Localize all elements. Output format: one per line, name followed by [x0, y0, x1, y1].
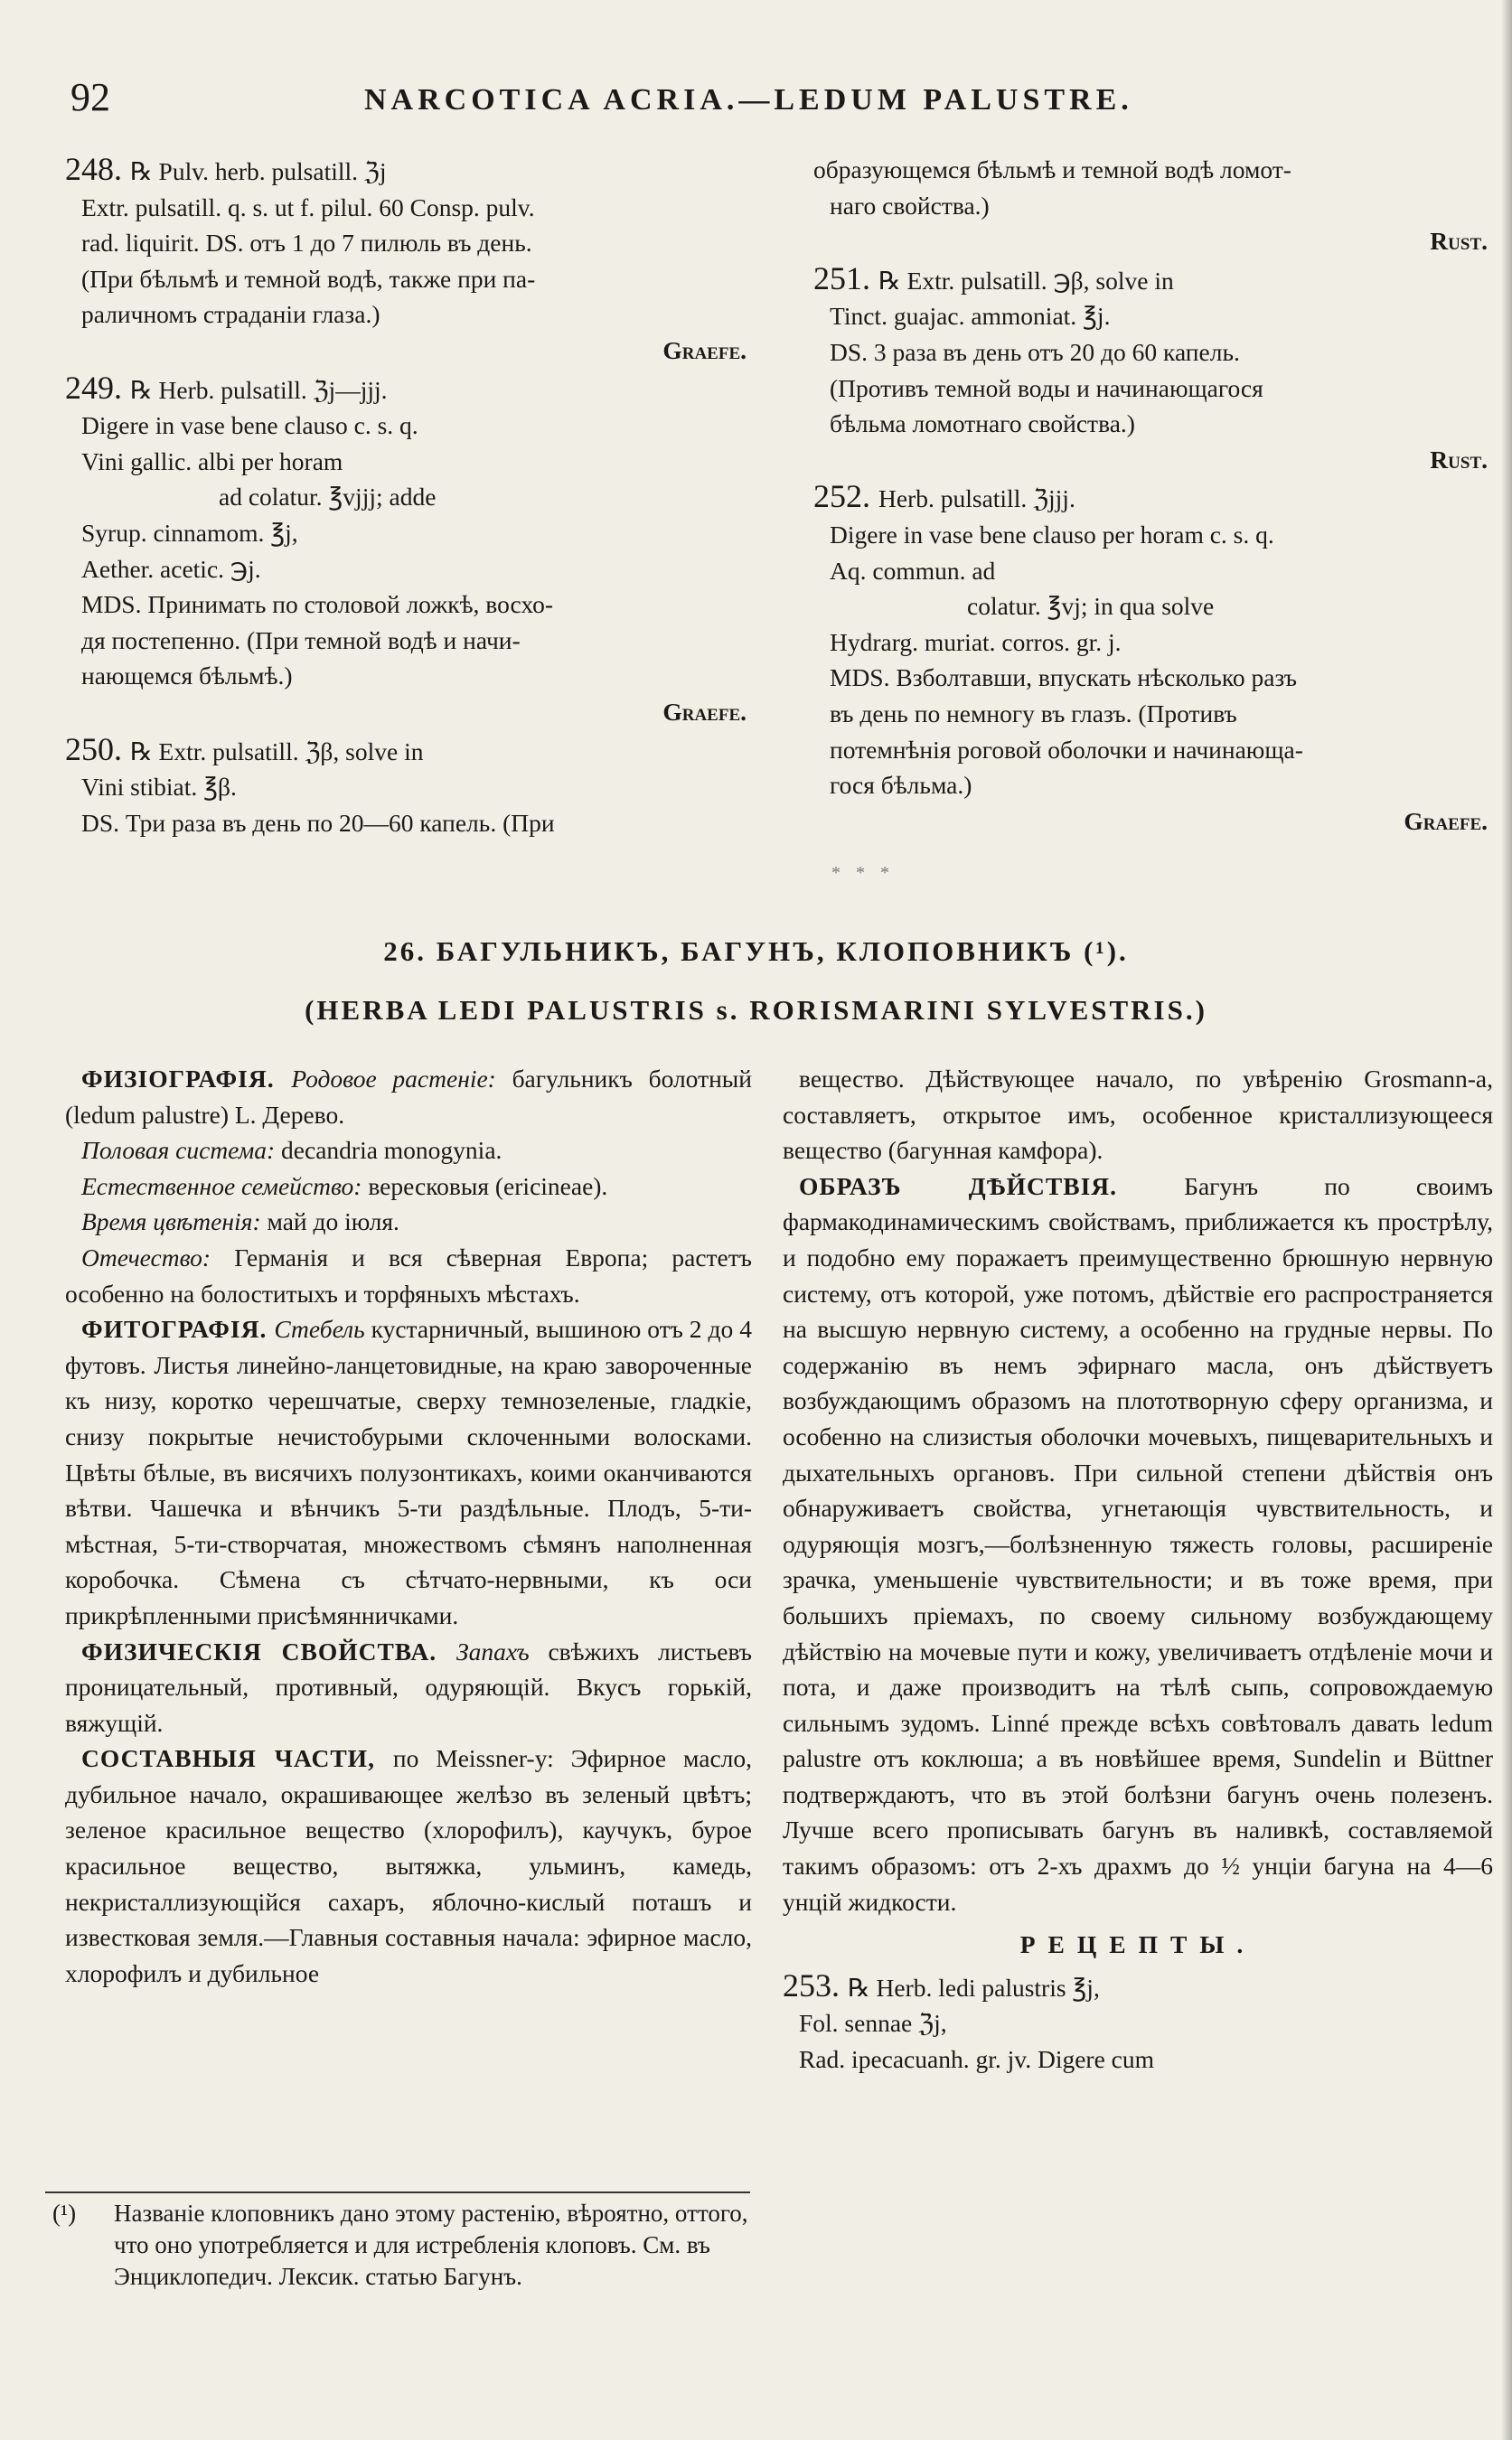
footnote: [52, 2198, 753, 2293]
recipe-number: 250.: [65, 730, 130, 767]
paragraph-emphasis: Половая система:: [81, 1136, 282, 1165]
paragraph-text: вещество. Дѣйствующее начало, по увѣренію Grosmann-а, составляетъ, открытое имъ, особенное кристаллизующееся вещество (багунная камфора).: [783, 1065, 1493, 1165]
recipe-line: бѣльма ломотнаго свойства.): [830, 409, 1135, 438]
recipe-number: 249.: [65, 369, 130, 406]
paragraph-text: decandria monogynia.: [281, 1136, 502, 1165]
paragraph-lead: ФИТОГРАФІЯ.: [81, 1315, 275, 1344]
body-paragraph: [65, 1240, 752, 1311]
body-paragraph: [65, 1634, 752, 1741]
paragraph-text: кустарничный, вышиною отъ 2 до 4 футовъ. Листья линейно-ланцетовидные, на краю завороченные къ низу, коротко черешчатые, сверху темнозеленые, гладкіе, снизу покрытые нечистобурыми склоченными волосками. Цвѣты бѣлые, въ висячихъ полузонтикахъ, коими оканчиваются вѣтви. Чашечка и вѣнчикъ 5-ти раздѣльные. Плодъ, 5-ти-мѣстная, 5-ти-створчатая, множествомъ сѣмянъ наполненная коробочка. Сѣмена съ сѣтчато-нервными, къ оси прикрѣпленными присѣмянничками.: [65, 1315, 753, 1629]
recipe: [65, 732, 752, 841]
recipe-line: потемнѣнія роговой оболочки и начинающа-: [830, 735, 1303, 764]
recipe-text: ℞ Pulv. herb. pulsatill. ℨj: [130, 157, 387, 185]
recipe-text: ℞ Extr. pulsatill. ℨβ, solve in: [130, 737, 424, 765]
paragraph-text: Германія и вся сѣверная Европа; растетъ особенно на болоститыхъ и торфяныхъ мѣстахъ.: [65, 1243, 753, 1308]
recipe-line: Vini stibiat. ℥β.: [81, 773, 237, 802]
paragraph-text: багульникъ болотный (ledum palustre) L. Дерево.: [65, 1065, 752, 1129]
recipe-number: 253.: [783, 1966, 848, 2004]
recipe-line: Syrup. cinnamom. ℥j,: [81, 518, 298, 547]
recipe-signature: Graefe.: [662, 335, 747, 364]
paragraph-emphasis: Родовое растеніе:: [291, 1065, 512, 1093]
recipe-line: нающемся бѣльмѣ.): [81, 662, 293, 690]
paragraph-emphasis: Время цвѣтенія:: [81, 1207, 268, 1236]
running-head: [70, 74, 1443, 128]
recipes-right-column: [813, 152, 1493, 840]
recipe-line: (При бѣльмѣ и темной водѣ, также при па-: [81, 264, 536, 293]
body-paragraph: [65, 1204, 752, 1240]
recipe-line: Tinct. guajac. ammoniat. ℥j.: [830, 302, 1111, 331]
recipe-line: [813, 479, 1493, 517]
paragraph-lead: СОСТАВНЫЯ ЧАСТИ,: [81, 1744, 393, 1773]
recipe: [813, 152, 1493, 259]
body-paragraph: [65, 1168, 752, 1205]
paragraph-text: май до іюля.: [267, 1207, 399, 1236]
recipes-left-column: [65, 152, 752, 842]
recipe-line: Rad. ipecacuanh. gr. jv. Digere cum: [799, 2045, 1155, 2074]
recipe-line: rad. liquirit. DS. отъ 1 до 7 пилюль въ день.: [81, 229, 532, 258]
recipe: [813, 261, 1493, 478]
recipe-line: (Противъ темной воды и начинающагося: [830, 373, 1263, 402]
paragraph-text: по Meissner-у: Эфирное масло, дубильное начало, окрашивающее желѣзо въ зеленый цвѣтъ; зеленое красильное вещество (хлорофилъ), каучукъ, бурое красильное вещество, вытяжка, ульминъ, камедь, некристаллизующійся сахаръ, яблочно-кислый поташъ и известковая земля.—Главныя составныя начала: эфирное масло, хлорофилъ и дубильное: [65, 1744, 752, 1987]
running-title: NARCOTICA ACRIA.—LEDUM PALUSTRE.: [364, 83, 1133, 117]
recipe-line: Fol. sennae ℨj,: [799, 2009, 947, 2038]
footnote-text: Названіе клоповникъ дано этому растенію, вѣроятно, оттого, что оно употребляется и для истребленія клоповъ. См. въ Энциклопедич. Лексик. статью Багунъ.: [114, 2200, 748, 2290]
paragraph-lead: ОБРАЗЪ ДѢЙСТВІЯ.: [799, 1171, 1185, 1200]
footnote-rule: [45, 2191, 750, 2193]
recipe-signature: Graefe.: [662, 697, 747, 726]
recipe-text: Herb. pulsatill. ℨjjj.: [878, 484, 1075, 513]
section-subtitle: (HERBA LEDI PALUSTRIS s. RORISMARINI SYLVESTRIS.): [305, 994, 1207, 1026]
body-paragraph: [783, 1061, 1493, 1168]
paragraph-text: вересковыя (ericineae).: [368, 1171, 608, 1200]
paragraph-emphasis: Стебель: [274, 1315, 371, 1344]
body-paragraph: [783, 1168, 1493, 1919]
body-paragraph: [65, 1741, 752, 1991]
recipe-line: раличномъ страданіи глаза.): [81, 300, 380, 329]
section-title: 26. БАГУЛЬНИКЪ, БАГУНЪ, КЛОПОВНИКЪ (¹).: [383, 935, 1129, 967]
recipe-line: Extr. pulsatill. q. s. ut f. pilul. 60 Consp. pulv.: [81, 192, 535, 221]
recipe-line: Hydrarg. muriat. corros. gr. j.: [830, 627, 1122, 656]
paragraph-lead: ФИЗІОГРАФІЯ.: [81, 1065, 292, 1093]
body-paragraph: [65, 1061, 752, 1132]
recipe-line: Aq. commun. ad: [830, 556, 996, 585]
body-paragraph: [65, 1132, 752, 1168]
recipe-line: [65, 152, 752, 190]
recipe-signature: Rust.: [1430, 227, 1488, 256]
recipe-line: Digere in vase bene clauso per horam c. s. q.: [830, 520, 1274, 549]
body-paragraph: [65, 1311, 752, 1633]
recipe-text: ℞ Herb. ledi palustris ℥j,: [848, 1973, 1100, 2002]
paragraph-emphasis: Запахъ: [455, 1637, 549, 1666]
paragraph-lead: ФИЗИЧЕСКІЯ СВОЙСТВА.: [81, 1637, 456, 1666]
recipe-line: дя постепенно. (При темной водѣ и начи-: [81, 625, 521, 654]
body-right-column: [783, 1061, 1493, 2079]
recipe-line: DS. Три раза въ день по 20—60 капель. (При: [81, 808, 555, 837]
recipe-line: гося бѣльма.): [830, 771, 972, 800]
recipe: [813, 479, 1493, 839]
recipe-signature: Rust.: [1430, 445, 1488, 474]
recipe-line: [813, 261, 1493, 299]
recipe-line: [65, 732, 752, 770]
recipe-253: [783, 1968, 1493, 2078]
recipe-line: ad colatur. ℥vjjj; adde: [219, 483, 437, 511]
paragraph-emphasis: Естественное семейство:: [81, 1171, 369, 1200]
footnote-marker: (¹): [52, 2200, 77, 2227]
recipe-line: Digere in vase bene clauso c. s. q.: [81, 411, 418, 440]
section-divider: * * *: [831, 863, 895, 883]
recipe-number: 248.: [65, 151, 130, 187]
recipe: [65, 152, 752, 369]
recipes-heading: РЕЦЕПТЫ.: [1019, 1930, 1256, 1959]
recipe-line: въ день по немногу въ глазъ. (Противъ: [830, 699, 1237, 727]
recipe-line: наго свойства.): [830, 191, 990, 220]
recipe-text: ℞ Herb. pulsatill. ℨj—jjj.: [130, 375, 388, 404]
recipe-number: 252.: [813, 478, 878, 515]
recipe-signature: Graefe.: [1404, 806, 1488, 835]
recipe: [783, 1968, 1493, 2078]
recipe-number: 251.: [813, 259, 878, 296]
recipe: [65, 371, 752, 730]
recipe-line: colatur. ℥vj; in qua solve: [967, 592, 1215, 621]
page-spine-shadow: [1501, 0, 1512, 2440]
recipe-line: Aether. acetic. ℈j.: [81, 554, 261, 583]
recipe-line: MDS. Взболтавши, впускать нѣсколько разъ: [830, 663, 1298, 692]
paragraph-text: Багунъ по своимъ фармакодинамическимъ свойствамъ, приближается къ прострѣлу, и подобно ему поражаетъ преимущественно брюшную нервную систему, отъ которой, уже потомъ, дѣйствіе его распространяется на высшую нервную систему, а особенно на грудные нервы. По содержанію въ немъ эфирнаго масла, онъ дѣйствуетъ возбуждающимъ образомъ на плототворную сферу организма, и особенно на слизистыя оболочки мочевыхъ, пищеварительныхъ и дыхательныхъ органовъ. При сильной степени дѣйствія онъ обнаруживаетъ свойства, угнетающія чувствительность, и одуряющія мозгъ,—болѣзненную тяжесть головы, расширеніе зрачка, уменьшеніе чувствительности; и въ тоже время, при большихъ пріемахъ, по своему сильному возбуждающему дѣйствію на мочевые пути и кожу, увеличиваетъ отдѣленіе мочи и пота, и даже производитъ на тѣлѣ сыпь, сопровождаемую сильнымъ зудомъ. Linné прежде всѣхъ совѣтовалъ давать ledum palustre отъ коклюша; а въ новѣйшее время, Sundelin и Büttner подтверждаютъ, что въ этой болѣзни багунъ очень полезенъ. Лучше всего прописывать багунъ въ наливкѣ, составляемой такимъ образомъ: отъ 2-хъ драхмъ до ½ унціи багуна на 4—6 унцій жидкости.: [783, 1171, 1493, 1916]
recipe-line: образующемся бѣльмѣ и темной водѣ ломот-: [813, 155, 1291, 183]
page-number: 92: [70, 75, 110, 119]
recipe-line: [65, 371, 752, 408]
paragraph-text: свѣжихъ листьевъ проницательный, противный, одуряющій. Вкусъ горькій, вяжущій.: [65, 1637, 752, 1737]
recipe-line: MDS. Принимать по столовой ложкѣ, восхо-: [81, 590, 553, 619]
body-left-column: [65, 1061, 752, 1991]
recipe-line: DS. 3 раза въ день отъ 20 до 60 капель.: [830, 337, 1240, 366]
paragraph-emphasis: Отечество:: [81, 1243, 235, 1272]
recipe-line: Vini gallic. albi per horam: [81, 446, 343, 475]
recipe-line: [783, 1968, 1493, 2006]
recipe-text: ℞ Extr. pulsatill. ℈β, solve in: [878, 266, 1174, 295]
